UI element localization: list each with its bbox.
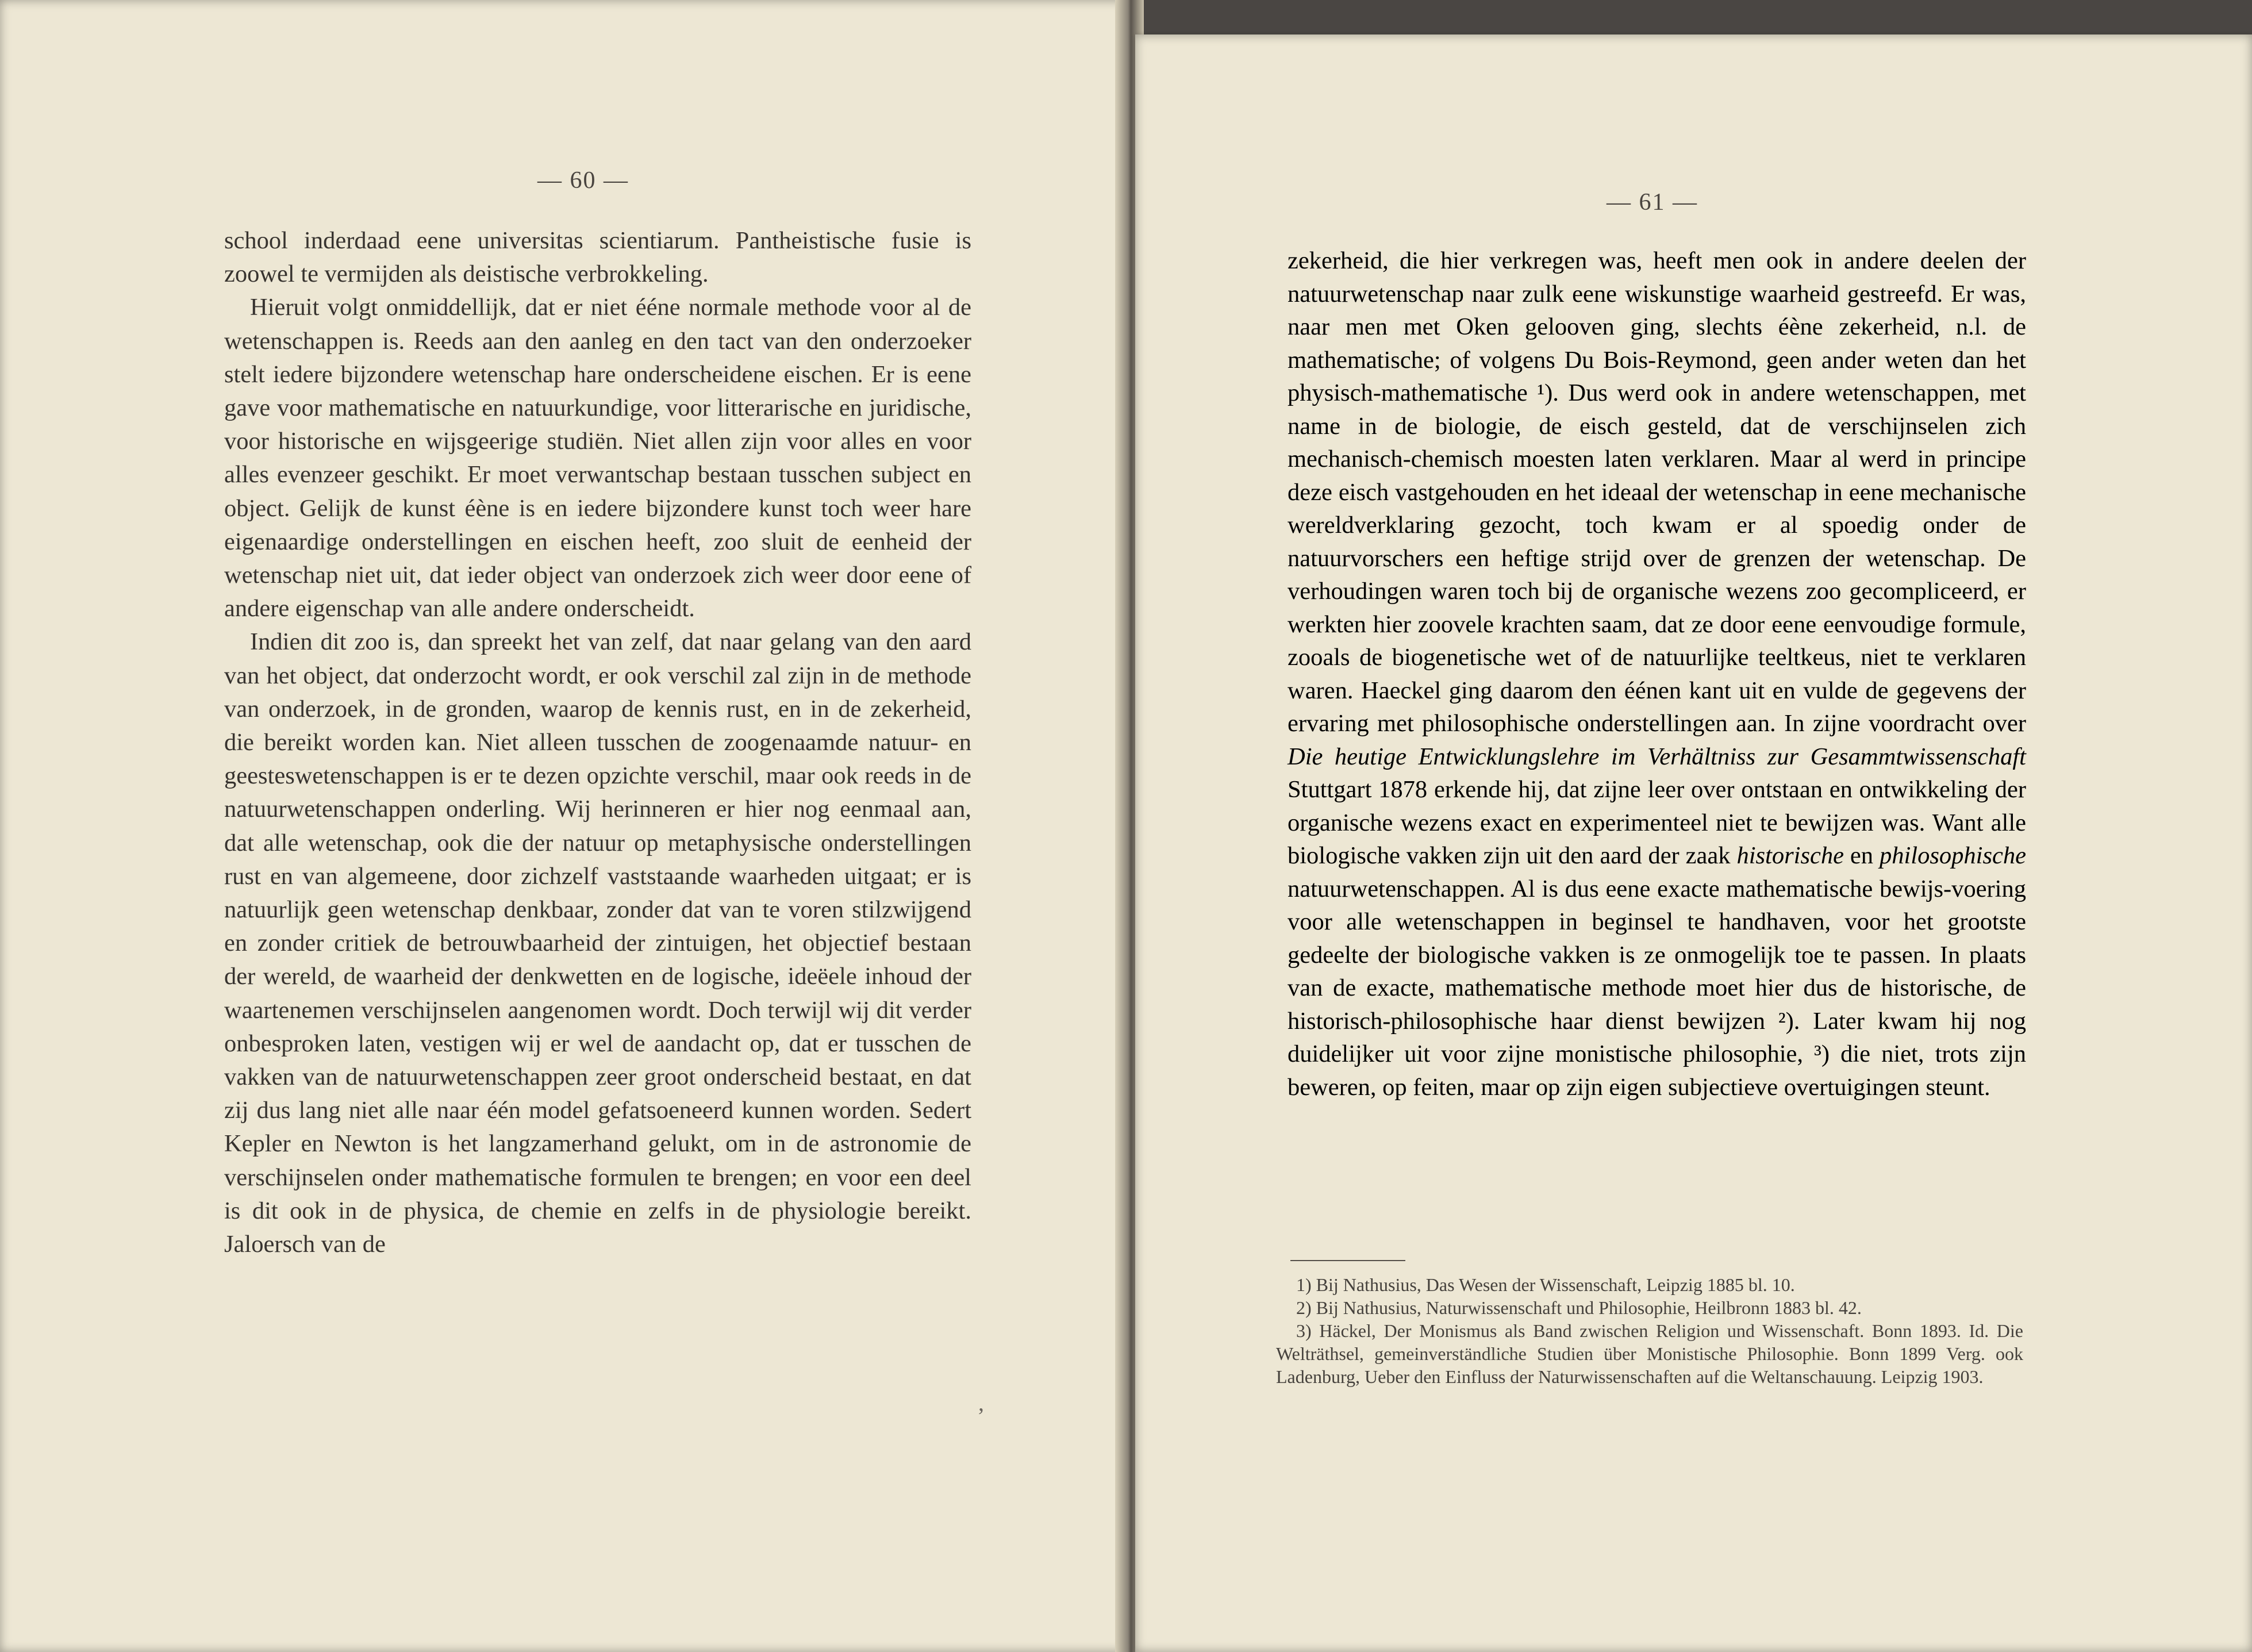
margin-mark: ʼ [977,1403,985,1429]
italic-philosophische: philosophische [1880,842,2026,869]
right-page-body [1288,244,2026,1104]
right-text-en: en [1843,842,1880,869]
italic-historische: historische [1736,842,1844,869]
left-paragraph-1: school inderdaad eene universitas scientiarum. Pantheistische fusie is zoowel te vermijden als deistische verbrokkeling. [224,227,971,288]
right-text-part-1: zekerheid, die hier verkregen was, heeft men ook in andere deelen der natuurwetenschap naar zulk eene wiskunstige waarheid gestreefd. Er was, naar men met Oken gelooven ging, slechts éène zekerheid, n.l. de mathematische; of volgens Du Bois-Reymond, geen ander weten dan het physisch-mathematische ¹). Dus werd ook in andere wetenschappen, met name in de biologie, de eisch gesteld, dat de verschijnselen zich mechanisch-chemisch moesten laten verklaren. Maar al werd in principe deze eisch vastgehouden en het ideaal der wetenschap in eene mechanische wereldverklaring gezocht, toch kwam er al spoedig onder de natuurvorschers een heftige strijd over de grenzen der wetenschap. De verhoudingen waren toch bij de organische wezens zoo gecompliceerd, er werkten hier zoovele krachten saam, dat ze door eene eenvoudige formule, zooals de biogenetische wet of de natuurlijke teeltkeus, niet te verklaren waren. Haeckel ging daarom den éénen kant uit en vulde de gegevens der ervaring met philosophische onderstellingen aan. In zijne voordracht over [1288,247,2026,737]
footnote-1: 1) Bij Nathusius, Das Wesen der Wissenschaft, Leipzig 1885 bl. 10. [1296,1274,1795,1295]
footnote-2: 2) Bij Nathusius, Naturwissenschaft und Philosophie, Heilbronn 1883 bl. 42. [1296,1297,1862,1318]
footnote-3: 3) Häckel, Der Monismus als Band zwischen Religion und Wissenschaft. Bonn 1893. Id. Die Welträthsel, gemeinverständliche Studien über Monistische Philosophie. Bonn 1899 Verg. ook Ladenburg, Ueber den Einfluss der Naturwissenschaften auf die Weltanschauung. Leipzig 1903. [1276,1320,2023,1387]
right-text-part-2: Stuttgart 1878 erkende hij, dat zijne leer over ontstaan en ontwikkeling der organische wezens exact en experimenteel niet te bewijzen was. Want alle biologische vakken zijn uit den aard der zaak [1288,776,2026,869]
italic-book-title: Die heutige Entwicklungslehre im Verhältniss zur Gesammtwissenschaft [1288,743,2026,770]
right-paragraph [1288,244,2026,1104]
footnote-rule [1290,1260,1405,1261]
footnotes [1276,1273,2023,1388]
left-paragraph-3: Indien dit zoo is, dan spreekt het van zelf, dat naar gelang van den aard van het object, dat onderzocht wordt, er ook verschil zal zijn in de methode van onderzoek, in de gronden, waarop de kennis rust, en in de zekerheid, die bereikt worden kan. Niet alleen tusschen de zoogenaamde natuur- en geesteswetenschappen is er te dezen opzichte verschil, maar ook reeds in de natuurwetenschappen onderling. Wij herinneren er hier nog eenmaal aan, dat alle wetenschap, ook die der natuur op metaphysische onderstellingen rust en van algemeene, door zichzelf vaststaande waarheden uitgaat; er is natuurlijk geen wetenschap denkbaar, zonder dat van te voren stilzwijgend en zonder critiek de betrouwbaarheid der zintuigen, het objectief bestaan der wereld, de waarheid der denkwetten en de logische, ideëele inhoud der waartenemen verschijnselen aangenomen wordt. Doch terwijl wij dit verder onbesproken laten, vestigen wij er wel de aandacht op, dat er tusschen de vakken van de natuurwetenschappen zeer groot onderscheid bestaat, en dat zij dus lang niet alle naar één model gefatsoeneerd kunnen worden. Sedert Kepler en Newton is het langzamerhand gelukt, om in de astronomie de verschijnselen onder mathematische formulen te brengen; en voor een deel is dit ook in de physica, de chemie en zelfs in de physiologie bereikt. Jaloersch van de [224,628,971,1258]
left-paragraph-2: Hieruit volgt onmiddellijk, dat er niet ééne normale methode voor al de wetenschappen is. Reeds aan den aanleg en den tact van den onderzoeker stelt iedere bijzondere wetenschap hare onderscheidene eischen. Er is eene gave voor mathematische en natuurkundige, voor litterarische en juridische, voor historische en wijsgeerige studiën. Niet allen zijn voor alles en voor alles evenzeer geschikt. Er moet verwantschap bestaan tusschen subject en object. Gelijk de kunst éène is en iedere bijzondere kunst toch weer hare eigenaardige onderstellingen en eischen heeft, zoo sluit de eenheid der wetenschap niet uit, dat ieder object van onderzoek zich weer door eene of andere eigenschap van alle andere onderscheidt. [224,294,971,623]
left-page-body [224,224,971,1261]
right-text-part-3: natuurwetenschappen. Al is dus eene exacte mathematische bewijs-voering voor alle wetenschappen in beginsel te handhaven, voor het grootste gedeelte der biologische vakken is ze onmogelijk toe te passen. In plaats van de exacte, mathematische methode moet hier dus de historische, de historisch-philosophische haar dienst bewijzen ²). Later kwam hij nog duidelijker uit voor zijne monistische philosophie, ³) die niet, trots zijn beweren, op feiten, maar op zijn eigen subjectieve overtuigingen steunt. [1288,875,2026,1101]
page-number-right: — 61 — [1607,189,1698,216]
page-number-left: — 60 — [537,167,629,194]
